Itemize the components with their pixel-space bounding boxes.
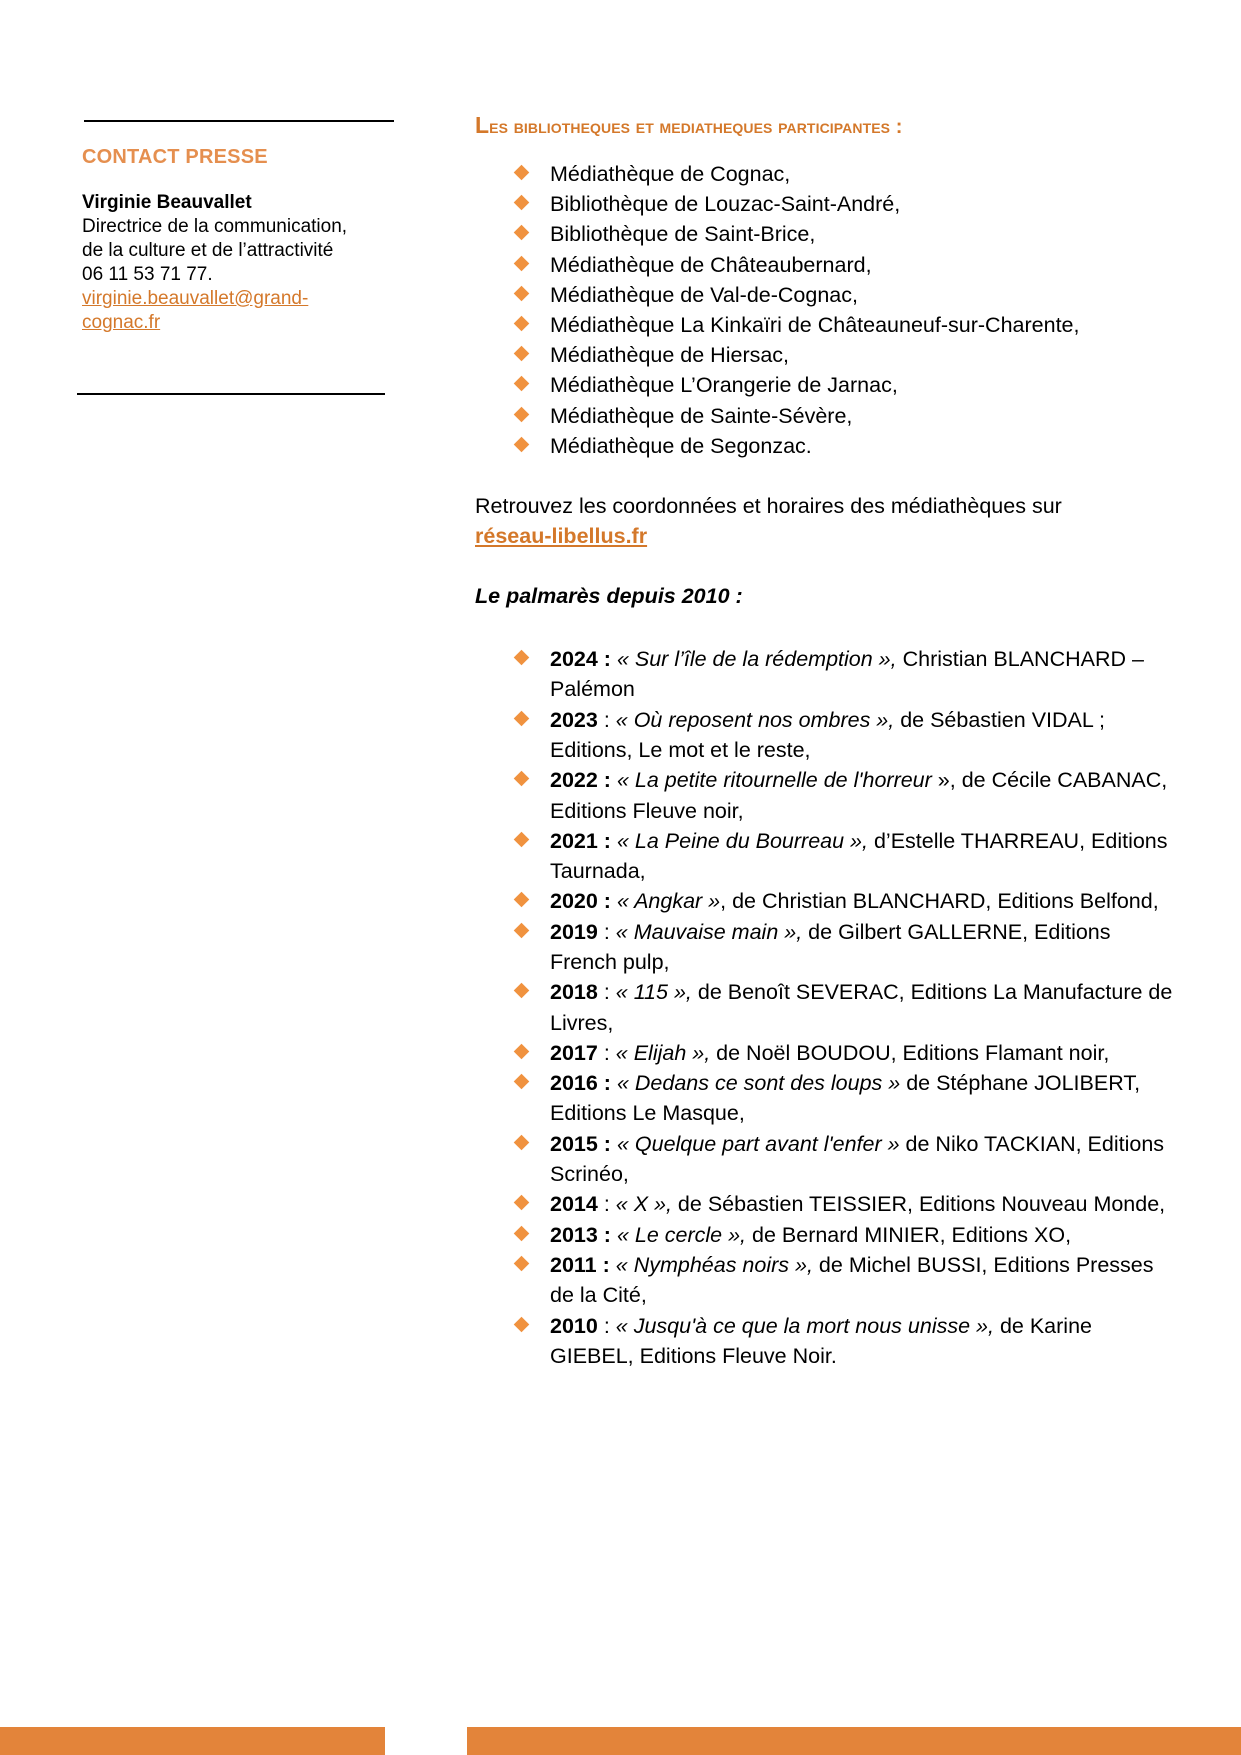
palmares-year: 2018 bbox=[550, 980, 598, 1005]
contact-role-line2: de la culture et de l’attractivité bbox=[82, 240, 334, 261]
palmares-author-publisher: , de Christian BLANCHARD, Editions Belfond, bbox=[720, 889, 1159, 914]
palmares-book-title: « X », bbox=[615, 1192, 672, 1217]
palmares-item bbox=[475, 1220, 1175, 1250]
section-title-rest: es bibliotheques et mediatheques participantes : bbox=[489, 116, 903, 138]
diamond-bullet-icon bbox=[514, 650, 530, 666]
diamond-bullet-icon bbox=[514, 255, 530, 271]
library-name: Médiathèque La Kinkaïri de Châteauneuf-sur-Charente, bbox=[550, 313, 1080, 338]
palmares-item bbox=[475, 644, 1175, 705]
diamond-bullet-icon bbox=[514, 1044, 530, 1060]
palmares-year: 2017 bbox=[550, 1040, 598, 1065]
palmares-item bbox=[475, 1068, 1175, 1129]
library-item bbox=[475, 280, 1175, 310]
diamond-bullet-icon bbox=[514, 225, 530, 241]
palmares-year: 2011 : bbox=[550, 1252, 610, 1277]
contact-email-line1: virginie.beauvallet@grand- bbox=[82, 288, 309, 309]
library-name: Médiathèque de Châteaubernard, bbox=[550, 252, 872, 277]
palmares-item bbox=[475, 705, 1175, 766]
palmares-book-title: « Mauvaise main », bbox=[615, 919, 803, 944]
retrouvez-text: Retrouvez les coordonnées et horaires des médiathèques sur bbox=[475, 494, 1062, 519]
palmares-item bbox=[475, 917, 1175, 978]
diamond-bullet-icon bbox=[514, 892, 530, 908]
diamond-bullet-icon bbox=[514, 406, 530, 422]
main-content bbox=[475, 112, 1175, 1371]
diamond-bullet-icon bbox=[514, 832, 530, 848]
palmares-item bbox=[475, 977, 1175, 1038]
palmares-author-publisher: de Sébastien VIDAL ; Editions, Le mot et le reste, bbox=[550, 707, 1105, 762]
footer-bar-right bbox=[467, 1727, 1241, 1755]
palmares-book-title: « Quelque part avant l'enfer » bbox=[616, 1131, 900, 1156]
palmares-author-publisher: de Noël BOUDOU, Editions Flamant noir, bbox=[710, 1040, 1110, 1065]
library-item bbox=[475, 219, 1175, 249]
palmares-year: 2019 bbox=[550, 919, 598, 944]
palmares-book-title: « La Peine du Bourreau », bbox=[616, 828, 868, 853]
palmares-book-title: « Jusqu'à ce que la mort nous unisse », bbox=[615, 1313, 994, 1338]
palmares-book-title: « Le cercle », bbox=[616, 1222, 747, 1247]
palmares-author-publisher: de Gilbert GALLERNE, Editions French pulp, bbox=[550, 919, 1111, 974]
diamond-bullet-icon bbox=[514, 771, 530, 787]
palmares-item bbox=[475, 1189, 1175, 1219]
diamond-bullet-icon bbox=[514, 922, 530, 938]
library-item bbox=[475, 370, 1175, 400]
diamond-bullet-icon bbox=[514, 1225, 530, 1241]
palmares-book-title: « Dedans ce sont des loups » bbox=[616, 1071, 901, 1096]
diamond-bullet-icon bbox=[514, 1074, 530, 1090]
library-name: Médiathèque de Hiersac, bbox=[550, 343, 790, 368]
palmares-item bbox=[475, 765, 1175, 826]
palmares-author-publisher: de Karine GIEBEL, Editions Fleuve Noir. bbox=[550, 1313, 1092, 1368]
palmares-item bbox=[475, 1038, 1175, 1068]
diamond-bullet-icon bbox=[514, 195, 530, 211]
section-title-initial: L bbox=[475, 112, 490, 138]
reseau-libellus-link[interactable]: réseau-libellus.fr bbox=[475, 524, 648, 549]
diamond-bullet-icon bbox=[514, 710, 530, 726]
palmares-separator: : bbox=[597, 980, 616, 1005]
palmares-book-title: « La petite ritournelle de l'horreur bbox=[616, 768, 932, 793]
palmares-separator: : bbox=[597, 919, 616, 944]
library-name: Médiathèque de Cognac, bbox=[550, 162, 791, 186]
palmares-list bbox=[475, 644, 1175, 1371]
palmares-year: 2022 : bbox=[550, 768, 611, 793]
palmares-author-publisher: », de Cécile CABANAC, Editions Fleuve noir, bbox=[550, 768, 1168, 823]
palmares-year: 2024 : bbox=[550, 647, 611, 672]
contact-title: CONTACT PRESSE bbox=[82, 146, 268, 168]
palmares-title: Le palmarès depuis 2010 : bbox=[475, 584, 743, 609]
palmares-year: 2023 bbox=[550, 707, 598, 732]
contact-phone: 06 11 53 71 77. bbox=[82, 264, 213, 285]
palmares-item bbox=[475, 886, 1175, 916]
palmares-author-publisher: de Niko TACKIAN, Editions Scrinéo, bbox=[550, 1131, 1165, 1187]
diamond-bullet-icon bbox=[514, 1316, 530, 1332]
palmares-year: 2020 : bbox=[550, 889, 611, 914]
libraries-list bbox=[475, 159, 1175, 461]
library-item bbox=[475, 159, 1175, 189]
palmares-item bbox=[475, 1129, 1175, 1190]
palmares-year: 2010 bbox=[550, 1313, 598, 1338]
palmares-year: 2015 : bbox=[550, 1131, 611, 1156]
library-name: Médiathèque de Segonzac. bbox=[550, 433, 812, 458]
palmares-item bbox=[475, 1250, 1175, 1311]
library-item bbox=[475, 310, 1175, 340]
palmares-author-publisher: de Benoît SEVERAC, Editions La Manufacture de Livres, bbox=[550, 980, 1173, 1035]
palmares-separator: : bbox=[597, 1313, 616, 1338]
palmares-separator: : bbox=[597, 1040, 616, 1065]
palmares-author-publisher: de Sébastien TEISSIER, Editions Nouveau Monde, bbox=[671, 1192, 1166, 1217]
palmares-year: 2014 bbox=[550, 1192, 598, 1217]
contact-sidebar bbox=[82, 145, 392, 335]
contact-role-line1: Directrice de la communication, bbox=[82, 216, 348, 237]
contact-email-link[interactable] bbox=[82, 288, 308, 333]
palmares-book-title: « Angkar » bbox=[616, 889, 721, 914]
diamond-bullet-icon bbox=[514, 346, 530, 362]
library-name: Médiathèque L’Orangerie de Jarnac, bbox=[550, 373, 898, 398]
library-item bbox=[475, 340, 1175, 370]
palmares-book-title: « Sur l’île de la rédemption », bbox=[616, 647, 897, 672]
palmares-separator: : bbox=[597, 1192, 616, 1217]
contact-name: Virginie Beauvallet bbox=[82, 192, 252, 213]
retrouvez-paragraph bbox=[475, 491, 1175, 551]
palmares-book-title: « Elijah », bbox=[615, 1040, 711, 1065]
sidebar-top-divider bbox=[84, 120, 394, 122]
contact-email-line2: cognac.fr bbox=[82, 312, 161, 333]
library-item bbox=[475, 250, 1175, 280]
diamond-bullet-icon bbox=[514, 1256, 530, 1272]
library-name: Médiathèque de Val-de-Cognac, bbox=[550, 282, 858, 307]
palmares-year: 2016 : bbox=[550, 1071, 611, 1096]
libraries-section-title bbox=[475, 112, 1175, 139]
palmares-author-publisher: de Stéphane JOLIBERT, Editions Le Masque, bbox=[550, 1071, 1141, 1126]
diamond-bullet-icon bbox=[514, 165, 530, 181]
library-item bbox=[475, 189, 1175, 219]
palmares-author-publisher: de Bernard MINIER, Editions XO, bbox=[746, 1222, 1072, 1247]
diamond-bullet-icon bbox=[514, 316, 530, 332]
palmares-year: 2013 : bbox=[550, 1222, 611, 1247]
library-name: Bibliothèque de Saint-Brice, bbox=[550, 222, 816, 247]
palmares-book-title: « Où reposent nos ombres », bbox=[615, 707, 895, 732]
diamond-bullet-icon bbox=[514, 983, 530, 999]
palmares-item bbox=[475, 826, 1175, 887]
sidebar-bottom-divider bbox=[77, 393, 385, 395]
footer-bar-left bbox=[0, 1727, 385, 1755]
diamond-bullet-icon bbox=[514, 286, 530, 302]
palmares-author-publisher: de Michel BUSSI, Editions Presses de la Cité, bbox=[550, 1252, 1154, 1308]
library-name: Médiathèque de Sainte-Sévère, bbox=[550, 403, 853, 428]
palmares-separator: : bbox=[597, 707, 616, 732]
palmares-book-title: « 115 », bbox=[615, 980, 692, 1005]
diamond-bullet-icon bbox=[514, 1195, 530, 1211]
palmares-book-title: « Nymphéas noirs », bbox=[615, 1252, 813, 1277]
palmares-author-publisher: Christian BLANCHARD – Palémon bbox=[550, 647, 1144, 702]
diamond-bullet-icon bbox=[514, 437, 530, 453]
library-item bbox=[475, 401, 1175, 431]
palmares-author-publisher: d’Estelle THARREAU, Editions Taurnada, bbox=[550, 828, 1168, 884]
diamond-bullet-icon bbox=[514, 1135, 530, 1151]
library-item bbox=[475, 431, 1175, 461]
library-name: Bibliothèque de Louzac-Saint-André, bbox=[550, 192, 901, 217]
diamond-bullet-icon bbox=[514, 376, 530, 392]
palmares-item bbox=[475, 1311, 1175, 1372]
palmares-year: 2021 : bbox=[550, 828, 611, 853]
